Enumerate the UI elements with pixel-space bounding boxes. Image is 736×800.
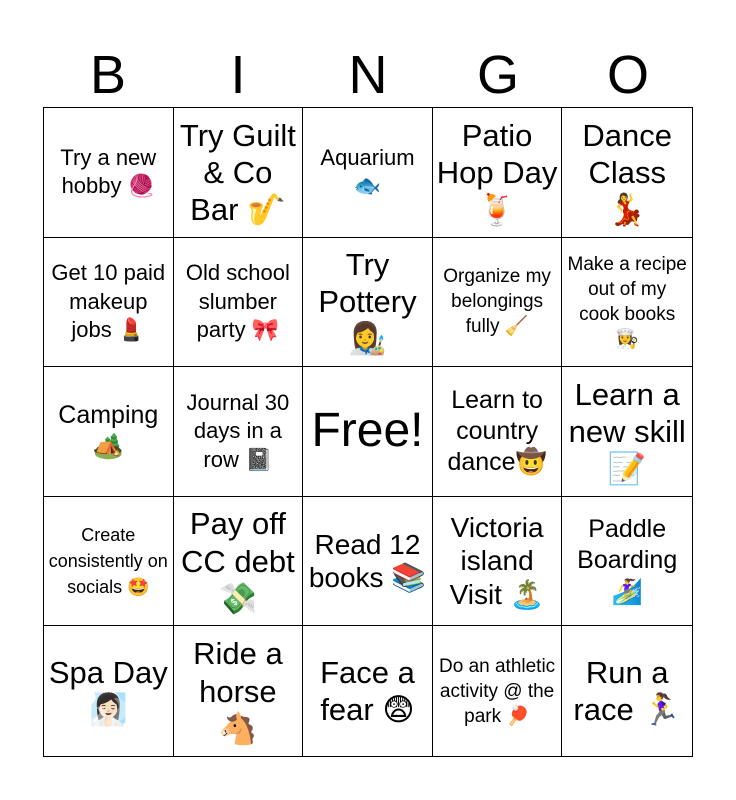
bingo-cell-text: Free!	[311, 404, 424, 458]
bingo-cell[interactable]	[174, 238, 304, 368]
free-space-cell[interactable]	[303, 367, 433, 497]
bingo-cell-text: Dance Class 💃	[582, 117, 672, 227]
bingo-cell-text: Journal 30 days in a row 📓	[186, 389, 290, 472]
bingo-cell[interactable]	[174, 108, 304, 238]
bingo-cell[interactable]	[44, 367, 174, 497]
bingo-cell-text: Create consistently on socials 🤩	[48, 524, 168, 598]
bingo-cell[interactable]	[303, 238, 433, 368]
bingo-cell-text: Get 10 paid makeup jobs 💄	[51, 260, 166, 343]
bingo-cell[interactable]	[174, 367, 304, 497]
bingo-cell[interactable]	[44, 238, 174, 368]
bingo-cell-text: Run a race 🏃‍♀️	[573, 655, 681, 728]
bingo-cell-text: Old school slumber party 🎀	[185, 260, 290, 343]
bingo-cell[interactable]	[562, 108, 692, 238]
bingo-cell-text: Learn a new skill 📝	[568, 376, 686, 487]
header-letter-i: I	[230, 45, 246, 105]
bingo-cell[interactable]	[44, 497, 174, 627]
bingo-cell[interactable]	[174, 497, 304, 627]
bingo-cell-text: Aquarium 🐟	[320, 144, 415, 199]
bingo-cell-text: Learn to country dance🤠	[447, 385, 547, 477]
bingo-cell-text: Patio Hop Day 🍹	[436, 117, 558, 227]
bingo-cell-text: Face a fear 😨	[320, 655, 415, 728]
bingo-board	[43, 107, 693, 757]
bingo-cell-text: Camping 🏕️	[58, 401, 159, 461]
header-letter-o: O	[606, 45, 649, 105]
header-letter-b: B	[89, 45, 127, 105]
bingo-cell[interactable]	[433, 108, 563, 238]
bingo-cell[interactable]	[433, 238, 563, 368]
header-letter-n: N	[348, 45, 388, 105]
bingo-cell[interactable]	[174, 626, 304, 756]
bingo-cell[interactable]	[44, 108, 174, 238]
bingo-cell-text: Do an athletic activity @ the park 🏓	[439, 655, 556, 727]
bingo-cell-text: Ride a horse 🐴	[193, 636, 283, 746]
bingo-cell[interactable]	[433, 626, 563, 756]
bingo-cell[interactable]	[562, 238, 692, 368]
bingo-cell[interactable]	[44, 626, 174, 756]
bingo-cell-text: Victoria island Visit 🏝️	[449, 511, 545, 610]
bingo-cell[interactable]	[433, 367, 563, 497]
bingo-cell-text: Spa Day 🧖🏻‍♀️	[48, 655, 168, 728]
bingo-cell-text: Try a new hobby 🧶	[60, 144, 157, 199]
bingo-cell[interactable]	[562, 497, 692, 627]
bingo-cell-text: Try Guilt & Co Bar 🎷	[179, 117, 296, 227]
bingo-cell-text: Make a recipe out of my cook books 👩‍🍳	[567, 253, 687, 350]
bingo-cell[interactable]	[303, 108, 433, 238]
bingo-cell[interactable]	[562, 626, 692, 756]
header-letter-g: G	[476, 45, 519, 105]
bingo-cell[interactable]	[562, 367, 692, 497]
bingo-cell[interactable]	[303, 497, 433, 627]
bingo-header	[43, 44, 693, 106]
bingo-cell[interactable]	[433, 497, 563, 627]
bingo-cell-text: Read 12 books 📚	[308, 528, 427, 594]
bingo-cell-text: Pay off CC debt💸	[181, 506, 295, 616]
bingo-cell-text: Organize my belongings fully 🧹	[443, 266, 551, 338]
bingo-cell-text: Try Pottery 👩‍🎨	[318, 247, 417, 357]
bingo-cell[interactable]	[303, 626, 433, 756]
bingo-cell-text: Paddle Boarding 🏄‍♀️	[577, 515, 678, 606]
